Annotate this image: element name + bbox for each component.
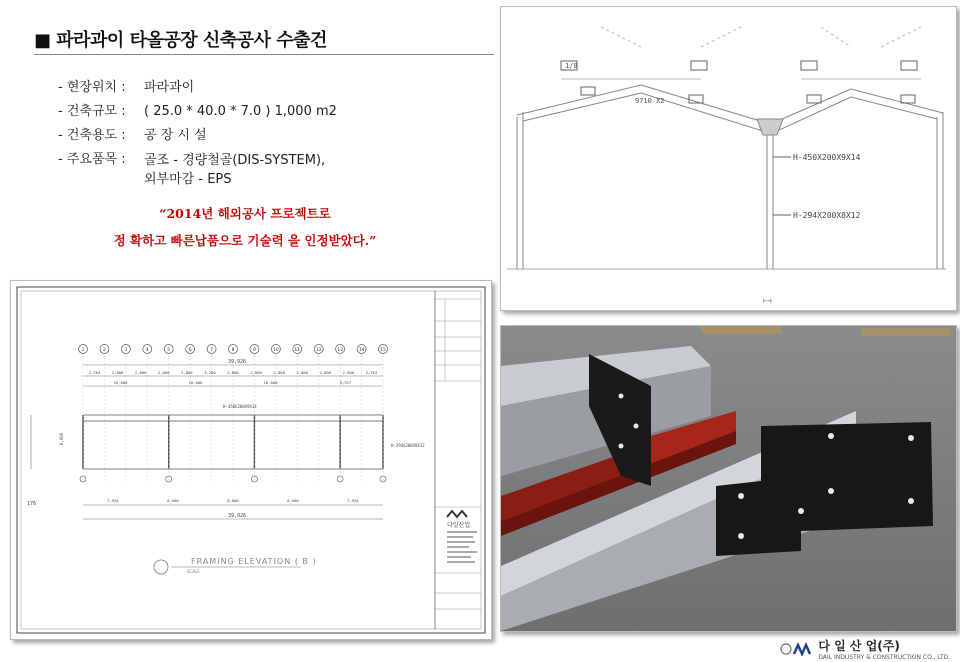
top-span-dim: 2,800 xyxy=(134,370,147,375)
grid-label: 15 xyxy=(380,348,386,353)
top-span-dim: 3,200 xyxy=(204,370,216,375)
spec-usage xyxy=(58,124,478,148)
bottom-span-dim: 7,926 xyxy=(347,498,359,503)
top-span-dim: 2,763 xyxy=(88,370,101,375)
grid-label: 8 xyxy=(231,348,235,353)
bottom-total-dim: 39,926 xyxy=(227,513,247,519)
spec-label: - 건축규모 : xyxy=(58,104,126,119)
steel-beam-photo xyxy=(501,326,956,631)
slope-label: 1/8 xyxy=(565,62,578,70)
spec-value: ( 25.0 * 40.0 * 7.0 ) 1,000 m2 xyxy=(144,104,337,119)
grid-label: 2 xyxy=(102,348,106,353)
edge-label: 176 xyxy=(27,501,37,507)
grid-label: 9 xyxy=(252,348,256,353)
top-span-dim: 2,800 xyxy=(227,370,239,375)
spec-label: - 현장위치 : xyxy=(58,80,126,95)
top-span-dim: 2,800 xyxy=(342,370,355,375)
beam-size-label: H-450X200X9X14 xyxy=(793,153,861,162)
top-span-dim: 2,800 xyxy=(296,370,308,375)
bottom-span-dim: 8,000 xyxy=(227,498,239,503)
page-title: ■ 파라과이 타올공장 신축공사 수출건 xyxy=(34,30,327,51)
grid-label: 10 xyxy=(272,348,279,353)
mid-span-dim: 10,000 xyxy=(188,380,203,385)
spec-items xyxy=(58,148,478,189)
top-span-dim: 2,800 xyxy=(273,370,285,375)
quote-line-1: “2014년 해외공사 프로젝트로 xyxy=(159,206,331,221)
top-span-dim: 2,800 xyxy=(158,370,170,375)
grid-label: 6 xyxy=(188,348,192,353)
spec-value: 공 장 시 설 xyxy=(144,128,207,143)
bottom-span-dim: 8,000 xyxy=(287,498,299,503)
spec-list xyxy=(58,76,478,189)
section-marker-icon xyxy=(154,560,168,574)
spec-value: 파라과이 xyxy=(144,80,195,95)
section-drawing-panel xyxy=(500,6,957,311)
quote-block xyxy=(70,200,420,254)
column-size-label: H-294X200X8X12 xyxy=(793,211,861,220)
column-label: H-294X200X8X12 xyxy=(391,443,425,448)
company-logo-icon xyxy=(447,511,467,517)
top-span-dim: 2,800 xyxy=(319,370,332,375)
grid-label: 14 xyxy=(358,348,365,353)
company-mark-icon xyxy=(780,642,814,656)
quote-line-2: 정 확하고 빠른납품으로 기술력 을 인정받았다.” xyxy=(113,233,377,248)
steel-photo xyxy=(500,325,957,632)
dim-label: 9710 X2 xyxy=(635,97,665,105)
grid-label: 7 xyxy=(210,348,214,353)
grid-label: 13 xyxy=(337,348,344,353)
grid-label: 3 xyxy=(124,348,128,353)
company-logo xyxy=(780,638,950,660)
company-stamp: 다일산업 xyxy=(447,522,471,529)
grid-label: 12 xyxy=(315,348,322,353)
grid-label: 5 xyxy=(167,348,171,353)
grid-label: 4 xyxy=(145,348,149,353)
top-span-dim: 2,800 xyxy=(111,370,124,375)
mid-span-dim: 10,000 xyxy=(263,380,278,385)
spec-label: - 건축용도 : xyxy=(58,128,126,143)
scale-label: SCALE xyxy=(187,569,200,574)
grid-label: 11 xyxy=(294,348,301,353)
elevation-drawing xyxy=(11,281,491,639)
title-underline xyxy=(34,54,494,55)
title-block xyxy=(34,26,494,52)
elevation-title: FRAMING ELEVATION ( B ) xyxy=(191,557,317,566)
top-span-dim: 2,763 xyxy=(365,370,378,375)
elevation-drawing-panel xyxy=(10,280,492,640)
top-total-dim: 39,926 xyxy=(227,359,247,365)
bottom-span-dim: 8,000 xyxy=(167,498,179,503)
spec-label: - 주요품목 : xyxy=(58,152,126,167)
beam-label: H-450X200X9X14 xyxy=(223,404,257,409)
top-span-dim: 2,800 xyxy=(250,370,262,375)
axis-mark: ⊢⊣ xyxy=(763,297,772,305)
top-span-dim: 2,800 xyxy=(181,370,193,375)
section-drawing xyxy=(501,7,956,310)
spec-scale xyxy=(58,100,478,124)
mid-span-dim: 10,000 xyxy=(113,380,128,385)
mid-span-dim: 9,917 xyxy=(339,380,352,385)
spec-location xyxy=(58,76,478,100)
company-name: 다 일 산 업(주) xyxy=(818,639,900,653)
spec-value: 골조 - 경량철골(DIS-SYSTEM), 외부마감 - EPS xyxy=(144,153,326,187)
company-subtitle: DAIL INDUSTRY & CONSTRUCTION CO., LTD. xyxy=(818,654,950,661)
grid-label: 1 xyxy=(81,348,85,353)
height-label: 6,000 xyxy=(59,432,64,445)
bottom-span-dim: 7,926 xyxy=(107,498,119,503)
